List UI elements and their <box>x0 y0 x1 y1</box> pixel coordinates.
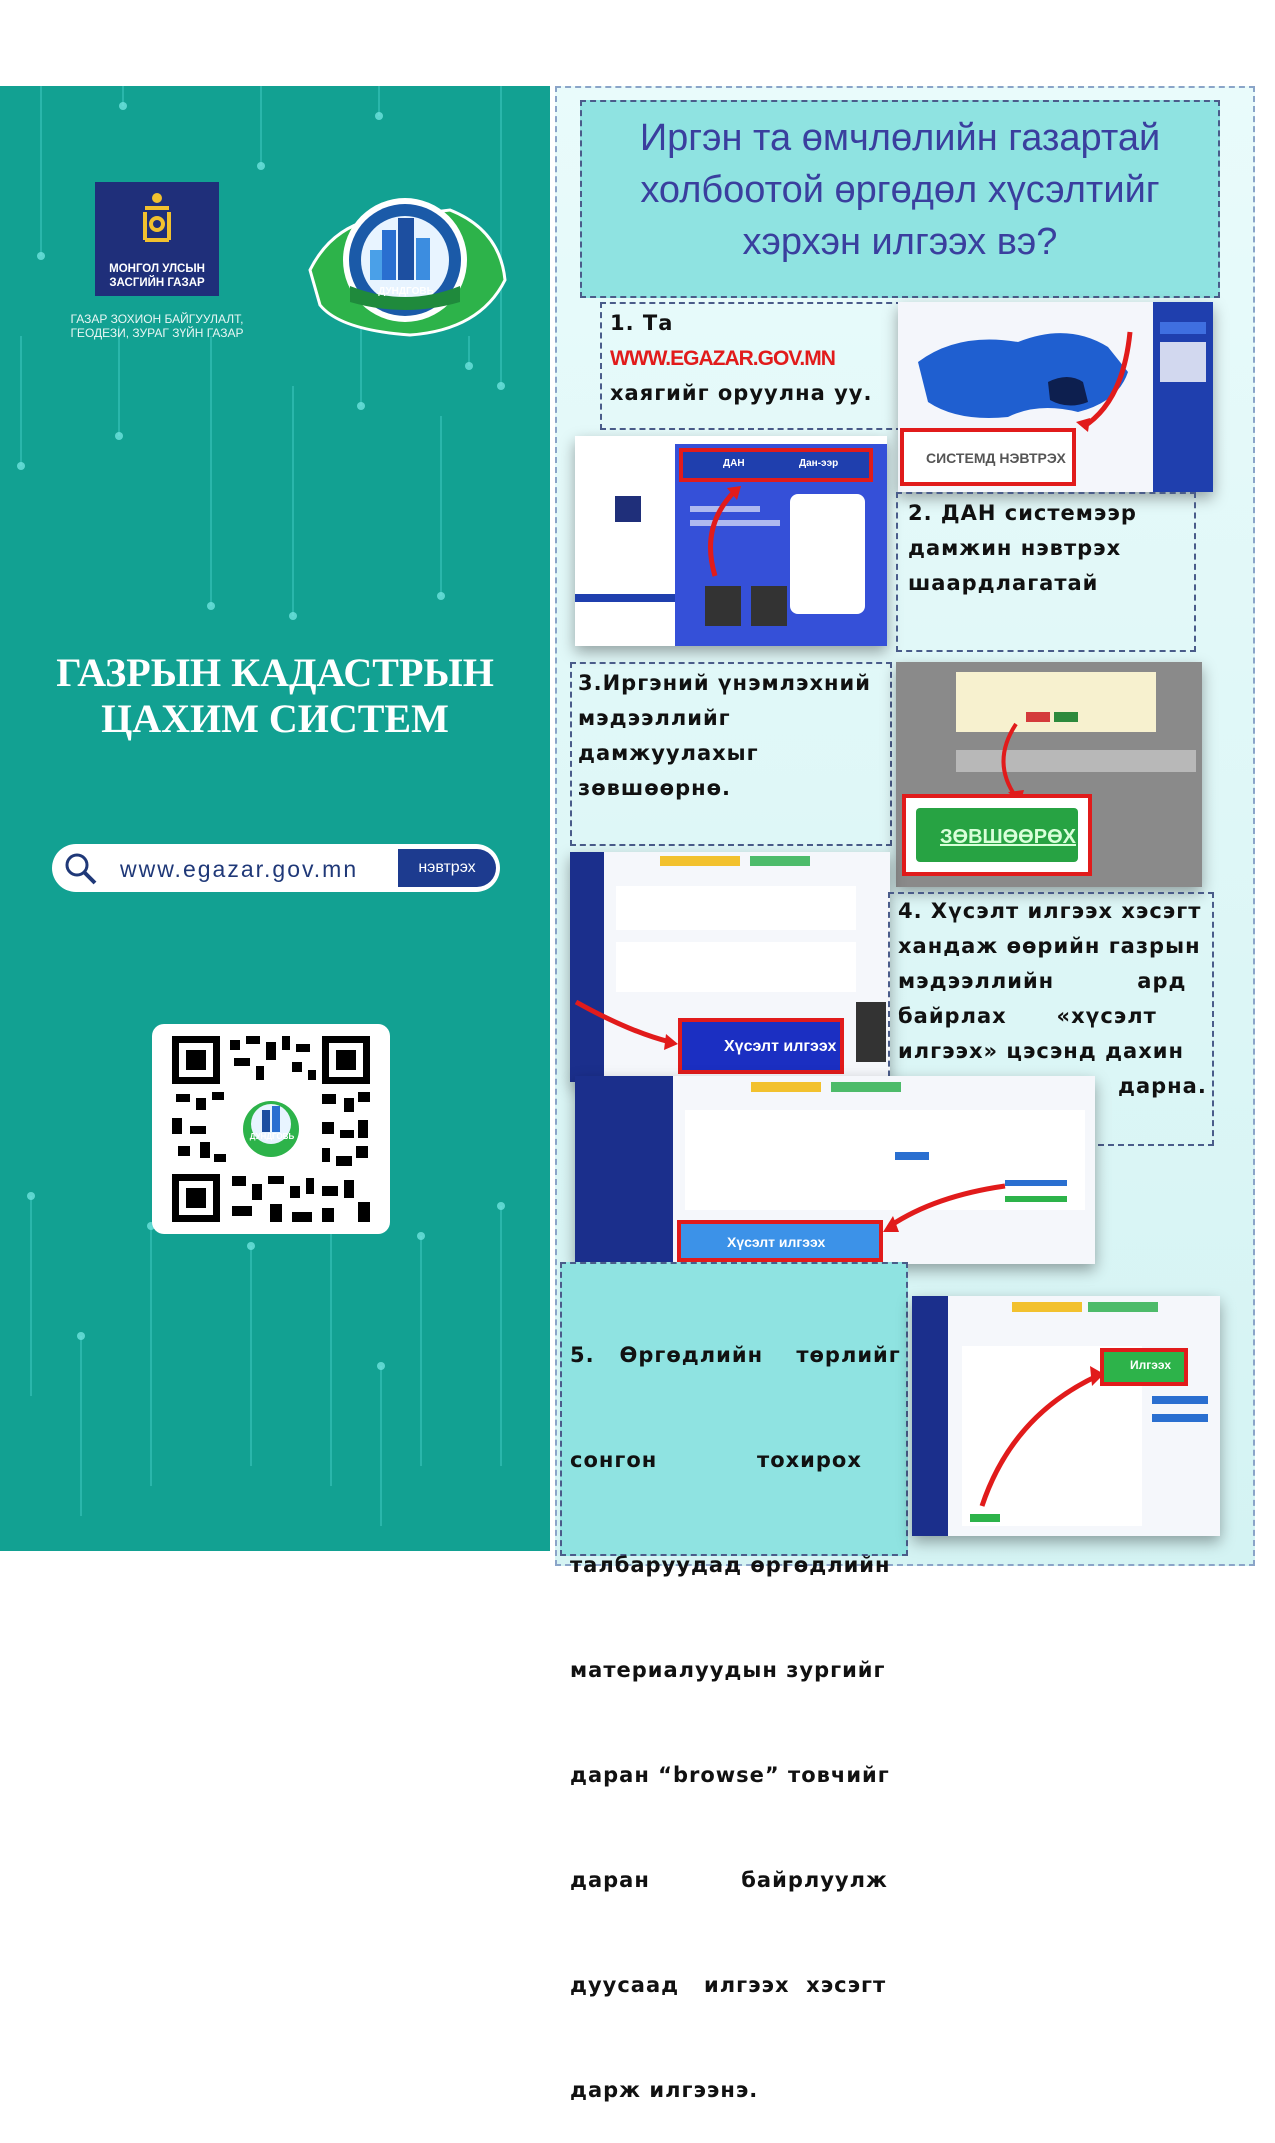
step4-request-button-b: Хүсэлт илгээх <box>727 1234 826 1250</box>
step3-line2: мэдээллийг <box>578 706 731 730</box>
step3-line1: 3.Иргэний үнэмлэхний <box>578 671 871 695</box>
login-button[interactable]: нэвтрэх <box>398 849 496 887</box>
step5-submit-button: Илгээх <box>1130 1358 1172 1372</box>
step4-request-button-a: Хүсэлт илгээх <box>724 1038 837 1055</box>
qr-code-card <box>152 1024 390 1234</box>
step3-screenshot <box>896 662 1202 887</box>
step3-text <box>578 666 871 806</box>
step3-line4: зөвшөөрнө. <box>578 776 732 800</box>
step2-line2: дамжин нэвтрэх <box>908 536 1122 560</box>
step5-line5: даран “browse” товчийг <box>570 1763 890 1787</box>
step4-text <box>898 894 1210 1104</box>
page-title <box>20 650 530 742</box>
step2-screenshot <box>575 436 887 646</box>
step5-line7: дуусаад илгээх хэсэгт <box>570 1973 887 1997</box>
land-office-emblem-icon <box>300 190 510 340</box>
search-bar[interactable] <box>52 844 500 892</box>
step4-line2: хандаж өөрийн газрын <box>898 934 1201 958</box>
title-line2: ЦАХИМ СИСТЕМ <box>101 696 449 741</box>
step1-link[interactable]: WWW.EGAZAR.GOV.MN <box>610 347 835 370</box>
qr-code <box>172 1036 370 1222</box>
step4-line6: дарна. <box>1118 1074 1207 1098</box>
step2-dan-button: ДАН <box>723 458 745 469</box>
land-office-logo <box>300 190 510 340</box>
headline-line3: хэрхэн илгээх вэ? <box>742 221 1058 263</box>
step4-screenshot-b <box>575 1076 1095 1264</box>
step4-line1: 4. Хүсэлт илгээх хэсэгт <box>898 899 1202 923</box>
headline <box>580 112 1220 268</box>
headline-line1: Иргэн та өмчлөлийн газартай <box>639 117 1161 159</box>
step3-consent-button: ЗӨВШӨӨРӨХ <box>940 826 1076 848</box>
step5-line2: сонгон тохирох <box>570 1448 862 1472</box>
step5-line1: 5. Өргөдлийн төрлийг <box>570 1343 901 1367</box>
headline-box <box>580 100 1220 298</box>
step4-line4: байрлах «хүсэлт <box>898 1004 1157 1028</box>
land-logo-banner: ДУНДГОВЬ <box>378 286 434 297</box>
government-logo <box>95 182 219 296</box>
step5-line4: материалуудын зургийг <box>570 1658 886 1682</box>
step4-screenshot-a <box>570 852 890 1082</box>
agency-line2: ГЕОДЕЗИ, ЗУРАГ ЗҮЙН ГАЗАР <box>70 326 244 340</box>
step5-line8: дарж илгээнэ. <box>570 2078 759 2102</box>
step5-screenshot <box>912 1296 1220 1536</box>
step3-line3: дамжуулахыг <box>578 741 759 765</box>
qr-caption: ДУНДГОВЬ <box>249 1132 295 1141</box>
step4-line3: мэдээллийн ард <box>898 969 1187 993</box>
headline-line2: холбоотой өргөдөл хүсэлтийг <box>640 169 1160 211</box>
step1-line1: 1. Та <box>610 311 674 335</box>
step2-line3: шаардлагатай <box>908 571 1099 595</box>
gov-logo-line2: ЗАСГИЙН ГАЗАР <box>109 277 205 289</box>
step5-text <box>570 1268 901 2143</box>
step1-screenshot <box>898 302 1213 492</box>
agency-line1: ГАЗАР ЗОХИОН БАЙГУУЛАЛТ, <box>70 312 244 326</box>
step1-text <box>610 306 872 411</box>
step1-line3: хаягийг оруулна уу. <box>610 381 873 405</box>
step5-line6: даран байрлуулж <box>570 1868 888 1892</box>
step2-text <box>908 496 1137 601</box>
title-line1: ГАЗРЫН КАДАСТРЫН <box>56 650 494 695</box>
step1-system-login-button: СИСТЕМД НЭВТРЭХ <box>926 450 1066 466</box>
search-icon <box>64 852 98 886</box>
step4-line5: илгээх» цэсэнд дахин <box>898 1039 1184 1063</box>
step2-line1: 2. ДАН системээр <box>908 501 1137 525</box>
step5-line3: талбаруудад өргөдлийн <box>570 1553 891 1577</box>
step2-dan-alt-button: Дан-ээр <box>799 458 839 469</box>
search-url[interactable]: www.egazar.gov.mn <box>120 856 359 882</box>
soyombo-emblem-icon <box>139 190 175 246</box>
agency-name <box>52 312 262 340</box>
gov-logo-line1: МОНГОЛ УЛСЫН <box>109 263 205 275</box>
